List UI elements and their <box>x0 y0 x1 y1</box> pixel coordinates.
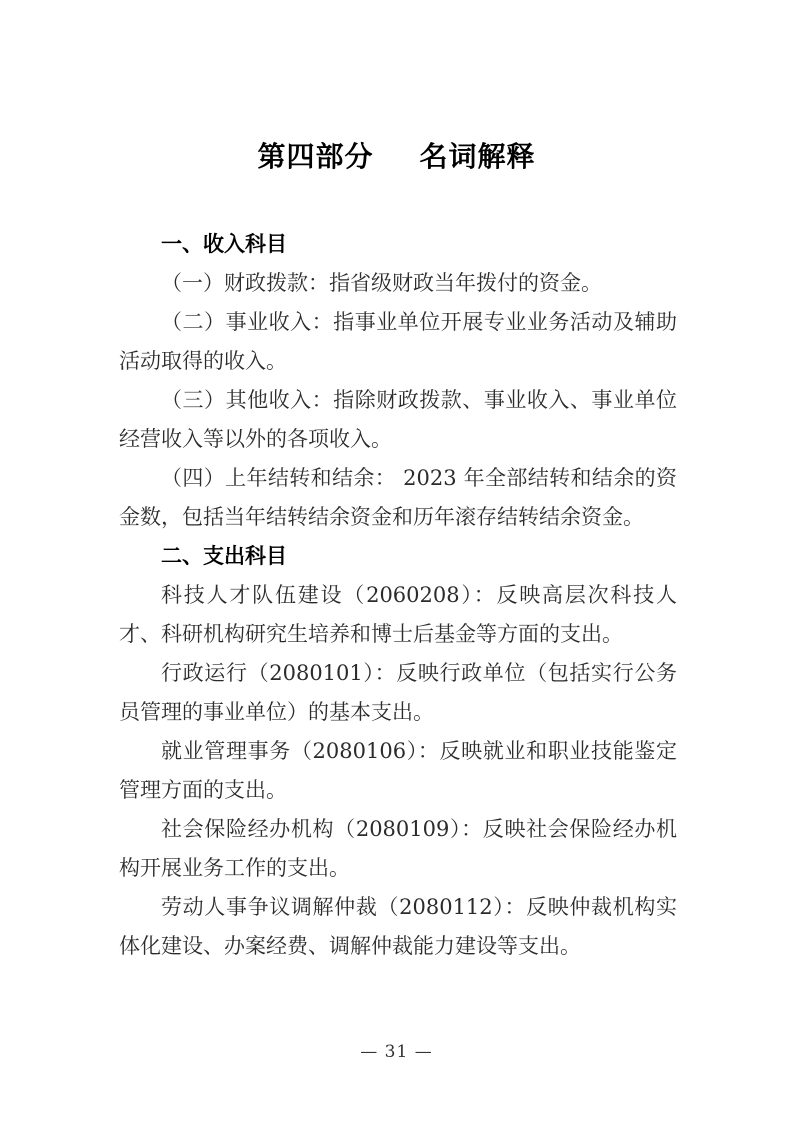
body-paragraph-2080101: 行政运行（2080101）：反映行政单位（包括实行公务员管理的事业单位）的基本支出。 <box>119 661 677 724</box>
body-paragraph-operational-income: （二）事业收入：指事业单位开展专业业务活动及辅助活动取得的收入。 <box>119 310 677 373</box>
document-body <box>119 225 677 966</box>
page-number: — 31 — <box>360 1042 433 1062</box>
body-paragraph-2080106: 就业管理事务（2080106）：反映就业和职业技能鉴定管理方面的支出。 <box>119 739 677 802</box>
body-paragraph-2060208: 科技人才队伍建设（2060208）：反映高层次科技人才、科研机构研究生培养和博士后基金等方面的支出。 <box>119 583 677 646</box>
body-paragraph-carryover-surplus: （四）上年结转和结余： 2023 年全部结转和结余的资金数，包括当年结转结余资金和历年滚存结转结余资金。 <box>119 466 677 529</box>
body-paragraph-2080112: 劳动人事争议调解仲裁（2080112）：反映仲裁机构实体化建设、办案经费、调解仲裁能力建设等支出。 <box>119 895 677 958</box>
page-title <box>0 138 793 176</box>
page-title-part1: 第四部分 <box>257 140 374 173</box>
section-heading-income: 一、收入科目 <box>161 232 287 256</box>
body-paragraph-2080109: 社会保险经办机构（2080109）：反映社会保险经办机构开展业务工作的支出。 <box>119 817 677 880</box>
page-title-part2: 名词解释 <box>419 140 536 173</box>
section-heading-expenditure: 二、支出科目 <box>161 544 287 568</box>
body-paragraph-fiscal-allocation: （一）财政拨款：指省级财政当年拨付的资金。 <box>161 271 602 295</box>
body-paragraph-other-income: （三）其他收入：指除财政拨款、事业收入、事业单位经营收入等以外的各项收入。 <box>119 388 677 451</box>
